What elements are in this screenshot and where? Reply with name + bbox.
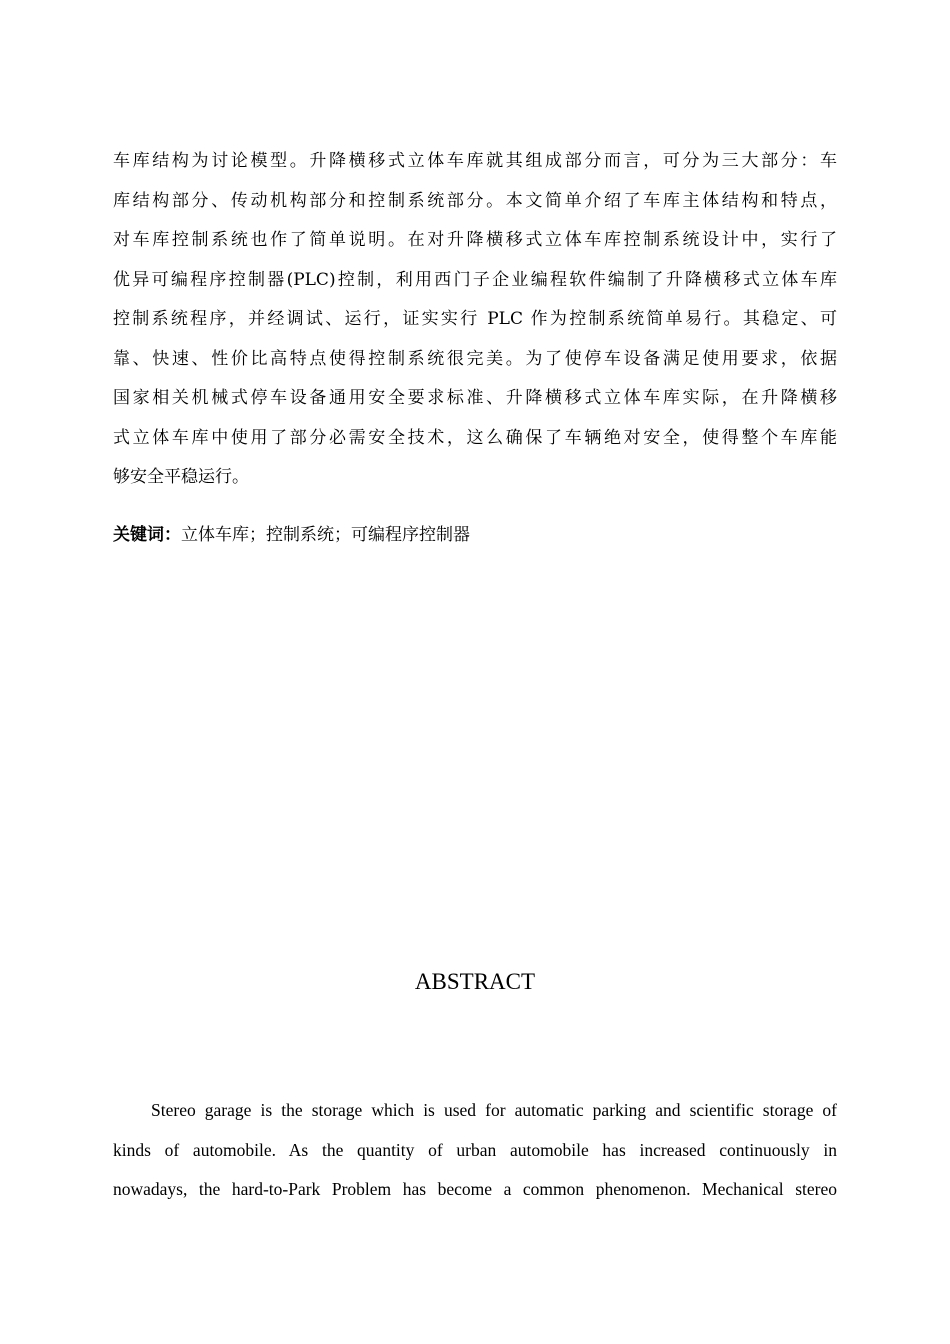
english-abstract-line: nowadays, the hard-to-Park Problem has become a common phenomenon. Mechanical stereo: [113, 1179, 837, 1199]
chinese-abstract-line: 靠、快速、性价比高特点使得控制系统很完美。为了使停车设备满足使用要求，依据: [113, 348, 837, 369]
english-abstract-paragraph: [113, 1091, 837, 1210]
chinese-abstract-line: 国家相关机械式停车设备通用安全要求标准、升降横移式立体车库实际，在升降横移: [113, 388, 837, 408]
keywords-value: 立体车库；控制系统；可编程序控制器: [181, 525, 470, 545]
chinese-abstract-line: 式立体车库中使用了部分必需安全技术，这么确保了车辆绝对安全，使得整个车库能: [113, 427, 837, 448]
english-abstract-line: kinds of automobile. As the quantity of urban automobile has increased continuously in: [113, 1139, 837, 1160]
chinese-abstract-line: 对车库控制系统也作了简单说明。在对升降横移式立体车库控制系统设计中，实行了: [113, 230, 837, 250]
keywords-label: 关键词：: [113, 525, 181, 545]
chinese-abstract-line: 车库结构为讨论模型。升降横移式立体车库就其组成部分而言，可分为三大部分：车: [113, 151, 837, 171]
chinese-abstract-line: 够安全平稳运行。: [113, 467, 249, 487]
keywords: [113, 520, 470, 550]
chinese-abstract-paragraph: [113, 142, 837, 498]
abstract-title: ABSTRACT: [414, 969, 536, 994]
english-abstract-line: Stereo garage is the storage which is used for automatic parking and scientific storage of: [151, 1100, 837, 1120]
chinese-abstract-line: 优异可编程序控制器(PLC)控制，利用西门子企业编程软件编制了升降横移式立体车库: [113, 269, 837, 290]
chinese-abstract-line: 控制系统程序，并经调试、运行，证实实行 PLC 作为控制系统简单易行。其稳定、可: [113, 309, 837, 329]
chinese-abstract-line: 库结构部分、传动机构部分和控制系统部分。本文简单介绍了车库主体结构和特点，: [113, 190, 837, 211]
